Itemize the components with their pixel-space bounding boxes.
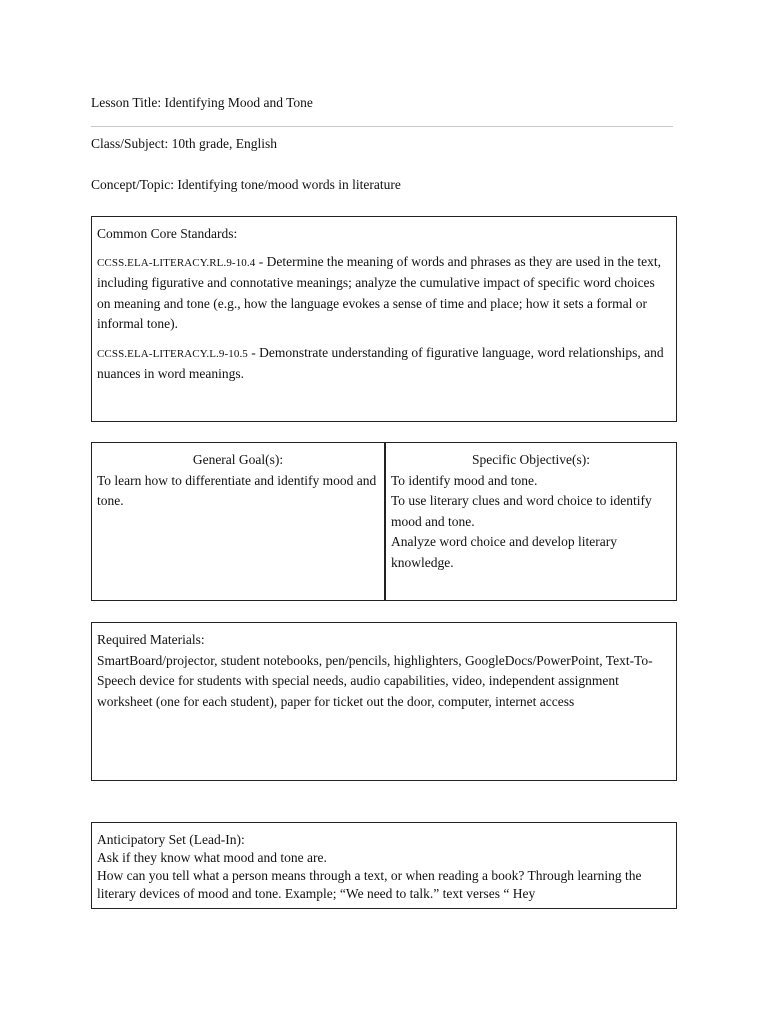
anticipatory-set-box [91,822,677,909]
objective-line: Analyze word choice and develop literary knowledge. [391,534,618,570]
objective-line: To identify mood and tone. [391,472,538,488]
specific-objectives-cell [384,443,676,600]
anticipatory-line: How can you tell what a person means through a text, or when reading a book? Through learning the literary devices of mood and tone. Example; “We need to talk.” text verses “ Hey [97,868,642,901]
lesson-title: Lesson Title: Identifying Mood and Tone [91,95,313,110]
general-goal-line: To learn how to differentiate and identify mood and tone. [97,472,377,508]
materials-text: SmartBoard/projector, student notebooks, pen/pencils, highlighters, GoogleDocs/PowerPoint, Text-To-Speech device for students with special needs, audio capabilities, video, independent assignment worksheet (one for each student), paper for ticket out the door, computer, internet access [97,652,653,709]
class-subject: Class/Subject: 10th grade, English [91,136,277,151]
concept-topic: Concept/Topic: Identifying tone/mood words in literature [91,177,401,192]
standard-text: - Demonstrate understanding of figurative language, word relationships, and nuances in word meanings. [97,344,664,381]
standards-box [91,216,677,422]
materials-heading: Required Materials: [97,632,205,647]
standard-text: - Determine the meaning of words and phrases as they are used in the text, including figurative and connotative meanings; analyze the cumulative impact of specific word choices on meaning and tone (e.g., how the language evokes a sense of time and place; how it sets a formal or informal tone). [97,253,661,331]
general-goals-cell [92,443,384,600]
standard-item [97,252,671,335]
objective-line: To use literary clues and word choice to identify mood and tone. [391,493,652,529]
standard-code: CCSS.ELA-LITERACY.RL.9-10.4 [97,256,256,269]
standard-code: CCSS.ELA-LITERACY.L.9-10.5 [97,347,248,360]
goals-table [91,442,677,601]
general-goals-heading: General Goal(s): [192,452,284,467]
standard-item [97,343,671,385]
materials-box [91,622,677,781]
standards-heading: Common Core Standards: [97,226,238,241]
anticipatory-heading: Anticipatory Set (Lead-In): [97,832,245,847]
specific-objectives-heading: Specific Objective(s): [471,452,591,467]
anticipatory-line: Ask if they know what mood and tone are. [97,850,327,865]
divider [91,126,673,127]
